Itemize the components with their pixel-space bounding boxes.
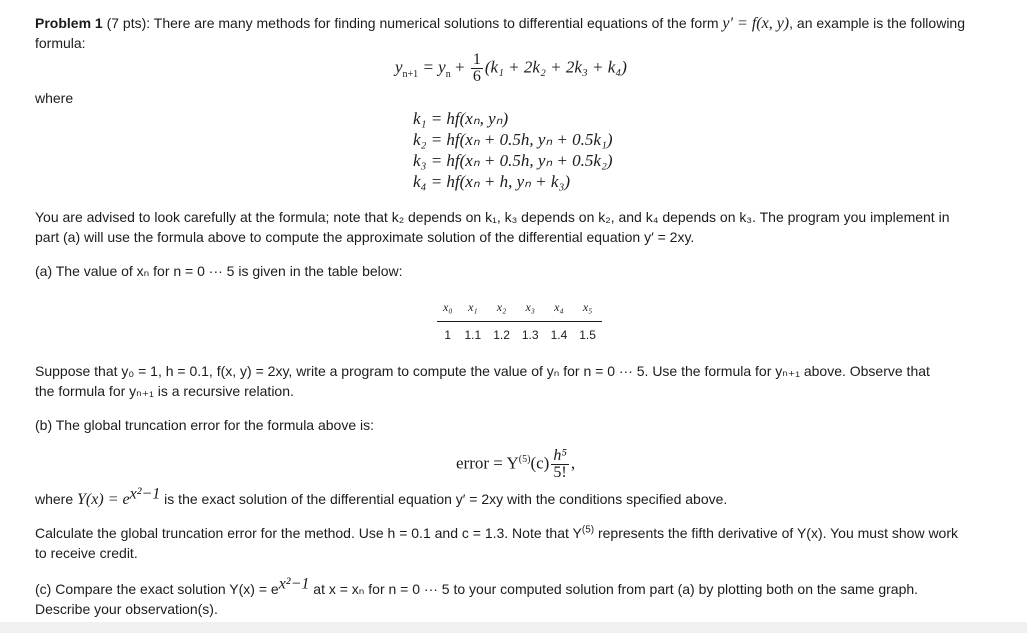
calc-text-a: Calculate the global truncation error for the method. Use h = 0.1 and c = 1.3. Note that Y xyxy=(35,525,582,541)
problem-points: (7 pts) xyxy=(106,15,147,31)
error-formula xyxy=(456,448,575,481)
calc-sup: (5) xyxy=(581,524,595,536)
calc-text-b: represents the fifth derivative of Y(x). You must show work xyxy=(594,525,959,541)
x-table-cell: 1.2 xyxy=(493,328,510,342)
part-b-text: (b) The global truncation error for the formula above is: xyxy=(35,417,375,433)
exact-solution-line xyxy=(35,485,1005,510)
intro-tail: , an example is the following xyxy=(789,15,965,31)
calc-line1 xyxy=(35,523,1005,543)
error-fraction xyxy=(551,448,569,481)
error-tail: , xyxy=(570,453,576,473)
problem-title: Problem 1 xyxy=(35,15,103,31)
part-c-line2: Describe your observation(s). xyxy=(35,601,218,617)
where-label: where xyxy=(35,90,74,106)
formula-rhs-a-sub: n xyxy=(445,68,451,80)
exact-exponent: x²−1 xyxy=(129,485,161,503)
part-c-text-a: (c) Compare the exact solution Y(x) = e xyxy=(35,581,279,597)
formula-lhs-sub: n+1 xyxy=(402,68,419,80)
x-table-header: x₄ xyxy=(545,300,574,322)
part-c-line1 xyxy=(35,575,1005,599)
calc-line2: to receive credit. xyxy=(35,545,138,561)
exact-tail: is the exact solution of the differential equation y′ = 2xy with the conditions specified above. xyxy=(160,491,728,507)
x-table-cell: 1.3 xyxy=(521,328,539,342)
part-c-text-b: at x = xₙ for n = 0 ··· 5 to your computed solution from part (a) by plotting both on the same graph. xyxy=(309,581,919,597)
x-table-cell: 1.5 xyxy=(579,328,596,342)
bottom-edge xyxy=(0,622,1027,633)
k2-definition: k₂ = hf(xₙ + 0.5h, yₙ + 0.5k₁) xyxy=(413,130,613,149)
suppose-line1: Suppose that y₀ = 1, h = 0.1, f(x, y) = 2xy, write a program to compute the value of yₙ for n = 0 ··· 5. Use the formula for yₙ₊₁ above. Observe that xyxy=(35,363,930,379)
problem-intro xyxy=(35,13,1005,34)
formula-rhs-a: = y xyxy=(418,57,446,77)
intro-line2: formula: xyxy=(35,35,86,51)
x-table-cell: 1 xyxy=(444,328,452,342)
error-frac-num: h⁵ xyxy=(553,447,567,464)
error-lhs: error = Y xyxy=(456,453,519,473)
main-formula xyxy=(395,52,627,85)
x-values-table xyxy=(437,300,602,342)
error-c: (c) xyxy=(530,453,550,473)
k4-definition: k₄ = hf(xₙ + h, yₙ + k₃) xyxy=(413,172,571,191)
intro-text: : There are many methods for finding numerical solutions to differential equations of the form xyxy=(146,15,723,31)
part-c-exponent: x²−1 xyxy=(278,575,310,593)
x-table-value-row xyxy=(437,322,602,343)
x-table-cell: 1.1 xyxy=(464,328,482,342)
formula-lhs: y xyxy=(395,57,403,77)
k1-definition: k₁ = hf(xₙ, yₙ) xyxy=(413,109,509,128)
x-table-header-row xyxy=(437,300,602,322)
suppose-line2: the formula for yₙ₊₁ is a recursive relation. xyxy=(35,383,294,399)
x-table-header: x₀ xyxy=(437,300,459,322)
error-sup: (5) xyxy=(518,453,531,465)
formula-frac-num: 1 xyxy=(472,51,481,68)
advice-line2: part (a) will use the formula above to compute the approximate solution of the differential equation y′ = 2xy. xyxy=(35,229,695,245)
exact-where: where xyxy=(35,491,78,507)
formula-frac-den: 6 xyxy=(472,68,481,85)
formula-plus: + xyxy=(450,57,469,77)
x-table-header: x₂ xyxy=(487,300,516,322)
k-definitions xyxy=(413,108,613,192)
x-table-header: x₅ xyxy=(573,300,602,322)
exact-Y: Y(x) = e xyxy=(77,491,130,508)
formula-rhs-b: (k₁ + 2k₂ + 2k₃ + k₄) xyxy=(484,57,627,77)
part-a-text: (a) The value of xₙ for n = 0 ··· 5 is given in the table below: xyxy=(35,263,403,279)
intro-equation: y′ = f(x, y) xyxy=(722,15,790,32)
advice-line1: You are advised to look carefully at the formula; note that k₂ depends on k₁, k₃ depends on k₂, and k₄ depends on k₃. The program you implement in xyxy=(35,209,950,225)
x-table-header: x₁ xyxy=(459,300,488,322)
formula-fraction xyxy=(471,52,483,85)
error-frac-den: 5! xyxy=(553,464,567,481)
k3-definition: k₃ = hf(xₙ + 0.5h, yₙ + 0.5k₂) xyxy=(413,151,613,170)
x-table-header: x₃ xyxy=(516,300,545,322)
x-table-cell: 1.4 xyxy=(550,328,568,342)
